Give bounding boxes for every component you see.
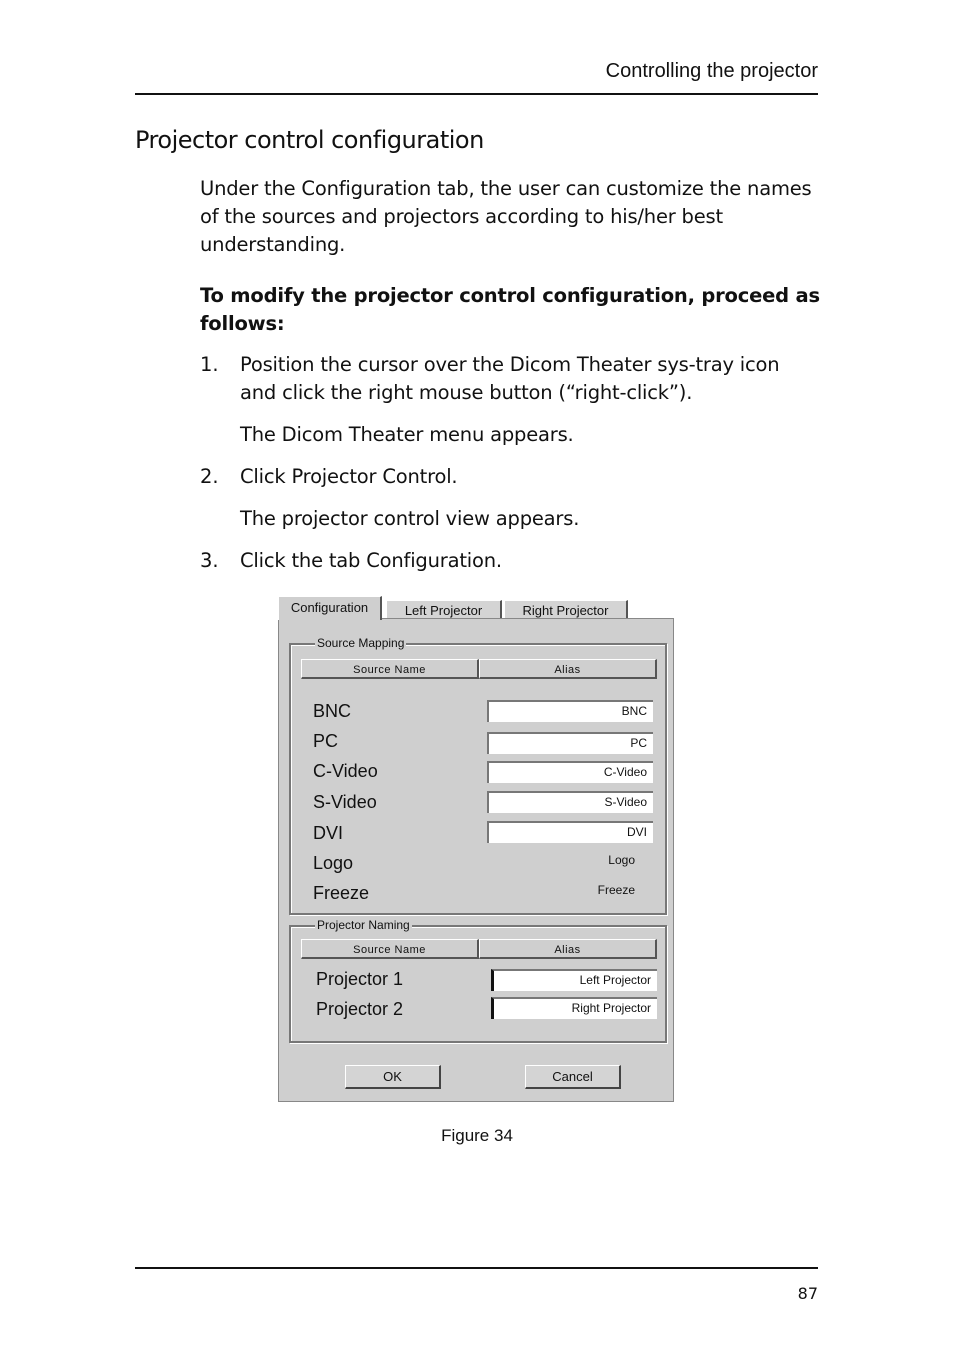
projector-naming-legend: Projector Naming — [317, 918, 410, 932]
alias-field-c-video[interactable]: C-Video — [487, 761, 653, 783]
procedure-heading: To modify the projector control configuration, proceed as follows: — [200, 284, 820, 335]
alias-field-bnc[interactable]: BNC — [487, 700, 653, 722]
column-header-alias[interactable]: Alias — [479, 939, 657, 959]
step-text: Position the cursor over the Dicom Theater sys-tray icon and click the right mouse button (“right-click”). — [240, 353, 780, 404]
source-name-logo: Logo — [313, 853, 354, 873]
step-text: Click the tab Configuration. — [240, 549, 502, 572]
ok-button[interactable]: OK — [345, 1065, 441, 1089]
source-name-bnc: BNC — [313, 701, 352, 721]
footer-rule — [135, 1267, 818, 1269]
step-number: 1. — [200, 353, 219, 376]
step-number: 2. — [200, 465, 219, 488]
source-name-c-video: C-Video — [313, 761, 378, 781]
page-number: 87 — [797, 1284, 818, 1303]
alias-field-pc[interactable]: PC — [487, 732, 653, 754]
configuration-dialog — [278, 618, 674, 1102]
cancel-button[interactable]: Cancel — [525, 1065, 621, 1089]
step-result: The Dicom Theater menu appears. — [240, 423, 574, 446]
step-number: 3. — [200, 549, 219, 572]
tab-left-projector[interactable]: Left Projector — [386, 600, 502, 620]
tab-configuration[interactable]: Configuration — [278, 596, 382, 620]
step-text: Click Projector Control. — [240, 465, 458, 488]
source-name-dvi: DVI — [313, 823, 344, 843]
source-mapping-legend: Source Mapping — [317, 636, 405, 650]
alias-field-s-video[interactable]: S-Video — [487, 791, 653, 813]
projector-name-1: Projector 1 — [316, 969, 404, 989]
projector-name-2: Projector 2 — [316, 999, 404, 1019]
running-header: Controlling the projector — [605, 60, 818, 82]
source-name-freeze: Freeze — [313, 883, 370, 903]
section-title: Projector control configuration — [135, 126, 484, 154]
intro-paragraph: Under the Configuration tab, the user can customize the names of the sources and projectors according to his/her best understanding. — [200, 177, 812, 256]
source-name-pc: PC — [313, 731, 339, 751]
tab-right-projector[interactable]: Right Projector — [504, 600, 628, 620]
alias-field-projector-1[interactable]: Left Projector — [491, 969, 657, 991]
column-header-alias[interactable]: Alias — [479, 659, 657, 679]
header-rule — [135, 93, 818, 95]
alias-value-logo: Logo — [608, 853, 635, 867]
column-header-source-name[interactable]: Source Name — [301, 659, 479, 679]
source-name-s-video: S-Video — [313, 792, 377, 812]
alias-value-freeze: Freeze — [597, 883, 635, 897]
figure-caption: Figure 34 — [441, 1126, 513, 1145]
alias-field-projector-2[interactable]: Right Projector — [491, 997, 657, 1019]
step-result: The projector control view appears. — [240, 507, 580, 530]
source-mapping-group — [289, 636, 667, 915]
projector-naming-group — [289, 918, 667, 1043]
alias-field-dvi[interactable]: DVI — [487, 821, 653, 843]
column-header-source-name[interactable]: Source Name — [301, 939, 479, 959]
